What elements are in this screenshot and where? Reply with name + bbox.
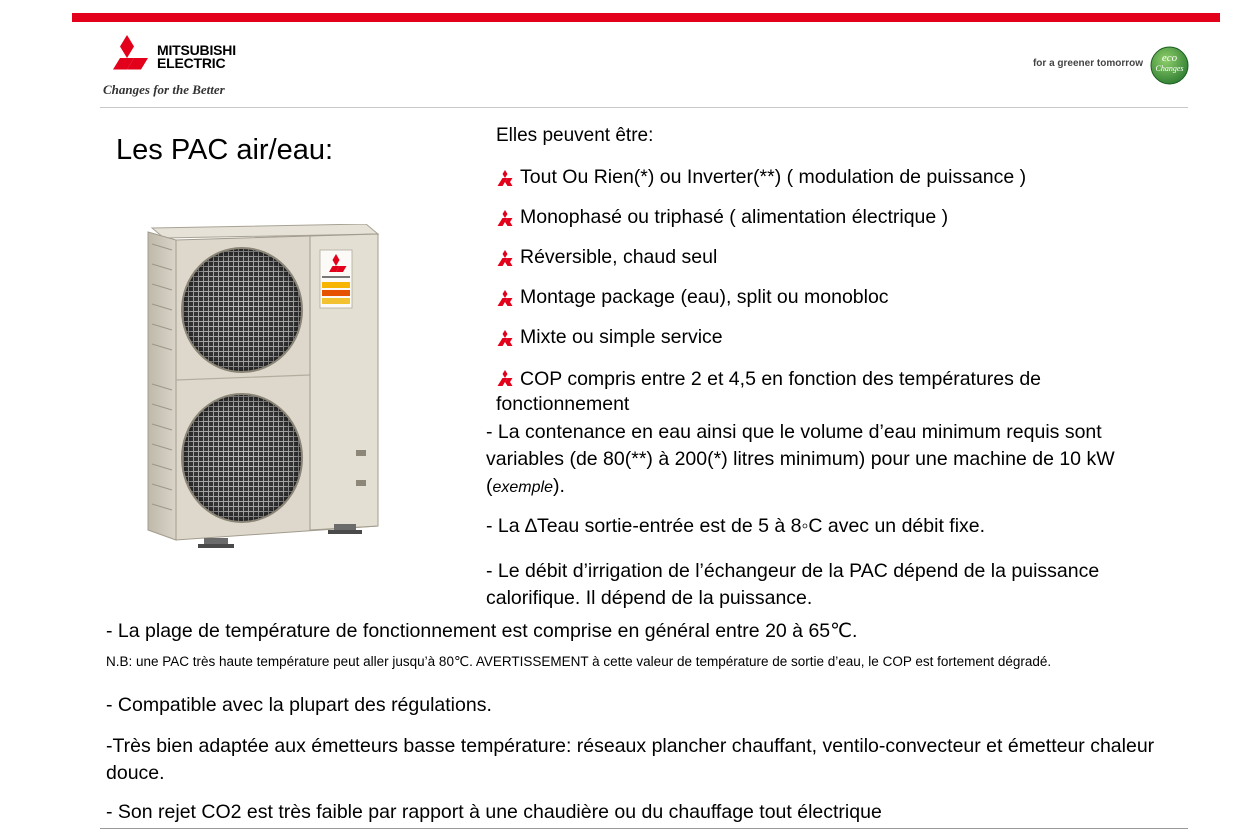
mitsubishi-diamonds-icon [496,170,514,186]
top-red-bar [72,13,1220,22]
bullet-text: Mixte ou simple service [520,326,723,348]
mitsubishi-diamonds-icon [496,250,514,266]
slide-title: Les PAC air/eau: [116,134,334,166]
bullet-text: Monophasé ou triphasé ( alimentation électrique ) [520,206,949,228]
eco-badge-label: eco Changes [1155,52,1184,73]
regulation-paragraph: - Compatible avec la plupart des régulations. [106,694,492,716]
footer-divider [100,828,1188,829]
bullet-item [496,206,948,229]
heat-pump-unit-image [146,224,386,554]
mitsubishi-logo [103,34,263,100]
emitters-paragraph: -Très bien adaptée aux émetteurs basse température: réseaux plancher chauffant, ventilo-convecteur et émetteur chaleur douce. [106,735,1155,784]
mitsubishi-diamonds-icon [496,370,514,386]
brand-tagline: Changes for the Better [103,82,225,97]
bullet-item [496,246,717,269]
three-diamonds-icon [103,34,151,80]
note-paragraph: N.B: une PAC très haute température peut aller jusqu’à 80℃. AVERTISSEMENT à cette valeur de température de sortie d’eau, le COP est fortement dégradé. [106,654,1052,669]
temperature-range-paragraph: - La plage de température de fonctionnement est comprise en général entre 20 à 65℃. [106,620,858,642]
mitsubishi-diamonds-icon [496,330,514,346]
co2-paragraph: - Son rejet CO2 est très faible par rapport à une chaudière ou du chauffage tout électrique [106,801,882,823]
bullet-text: Montage package (eau), split ou monobloc [520,286,889,308]
delta-temperature-paragraph: - La ∆Teau sortie-entrée est de 5 à 8◦C avec un débit fixe. [486,515,986,537]
bullet-text: COP compris entre 2 et 4,5 en fonction des températures de fonctionnement [496,368,1042,415]
mitsubishi-diamonds-icon [496,210,514,226]
bullet-item [496,326,723,349]
bullet-item [496,166,1026,189]
intro-text: Elles peuvent être: [496,125,654,146]
eco-slogan: for a greener tomorrow [1032,58,1143,69]
bullet-item [496,286,889,309]
bullet-item [496,367,1136,417]
brand-name: MITSUBISHI ELECTRIC [157,42,236,71]
mitsubishi-diamonds-icon [496,290,514,306]
water-volume-paragraph: - La contenance en eau ainsi que le volume d’eau minimum requis sont variables (de 80(**) à 200(*) litres minimum) pour une machine de 10 kW (exemple). [486,421,1115,497]
flow-rate-paragraph: - Le débit d’irrigation de l’échangeur de la PAC dépend de la puissance calorifique. Il dépend de la puissance. [486,560,1100,609]
bullet-text: Réversible, chaud seul [520,246,718,268]
header-divider [100,107,1188,108]
bullet-text: Tout Ou Rien(*) ou Inverter(**) ( modulation de puissance ) [520,166,1027,188]
